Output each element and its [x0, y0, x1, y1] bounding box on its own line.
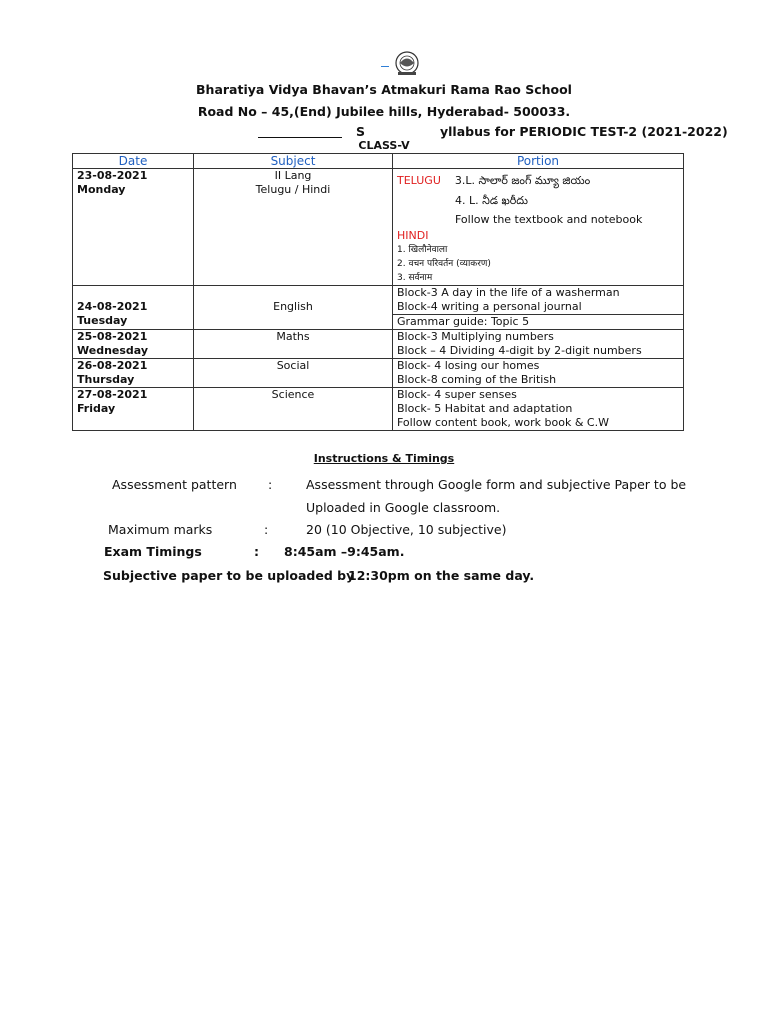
portion-line: Block-3 A day in the life of a washerman [397, 286, 620, 299]
pattern-colon: : [268, 477, 273, 492]
upload-value: 12:30pm on the same day. [348, 568, 535, 583]
row-day: Tuesday [77, 314, 128, 327]
row-date: 26-08-2021 [77, 359, 148, 372]
portion-line: Grammar guide: Topic 5 [393, 314, 683, 329]
row-day: Wednesday [77, 344, 149, 357]
portion-line: 1. खिलौनेवाला [397, 245, 448, 255]
row-day: Monday [77, 183, 126, 196]
portion-line: Block- 4 super senses [397, 388, 517, 401]
row-day: Thursday [77, 373, 135, 386]
row-date: 27-08-2021 [77, 388, 148, 401]
table-row [73, 330, 684, 359]
portion-line: Follow content book, work book & C.W [397, 416, 609, 429]
upload-label: Subjective paper to be uploaded by [103, 568, 355, 583]
header-date: Date [73, 154, 194, 169]
pattern-label: Assessment pattern [112, 477, 237, 492]
row-subject: Social [276, 359, 310, 372]
row-date: 24-08-2021 [77, 300, 148, 313]
row-subject: Science [271, 388, 315, 401]
pattern-value: Assessment through Google form and subjective Paper to be [306, 477, 687, 492]
school-address: Road No – 45,(End) Jubilee hills, Hyderabad- 500033. [197, 104, 571, 119]
portion-line: 3. सर्वनाम [397, 273, 433, 283]
timings-label: Exam Timings [104, 544, 202, 559]
row-subject: English [273, 300, 313, 313]
table-row [73, 286, 684, 330]
portion-line: Block-3 Multiplying numbers [397, 330, 554, 343]
syllabus-title-initial: S [356, 124, 366, 139]
row-subject-detail: Telugu / Hindi [255, 183, 331, 196]
table-row [73, 169, 684, 286]
table-header-row [73, 154, 684, 169]
portion-line: Block – 4 Dividing 4-digit by 2-digit numbers [397, 344, 642, 357]
hindi-label: HINDI [397, 229, 429, 242]
logo-mark-dash [381, 66, 389, 67]
marks-label: Maximum marks [108, 522, 213, 537]
pattern-value-cont: Uploaded in Google classroom. [306, 500, 501, 515]
instructions-title: Instructions & Timings [313, 452, 455, 465]
timings-value: 8:45am –9:45am. [284, 544, 405, 559]
portion-line: Block-4 writing a personal journal [397, 300, 582, 313]
header-portion: Portion [393, 154, 684, 169]
school-emblem-icon [392, 50, 422, 78]
portion-line: Block- 4 losing our homes [397, 359, 540, 372]
row-day: Friday [77, 402, 116, 415]
telugu-label: TELUGU [397, 174, 441, 187]
table-row [73, 359, 684, 388]
blank-underline [258, 137, 342, 138]
row-date: 25-08-2021 [77, 330, 148, 343]
marks-colon: : [264, 522, 269, 537]
portion-line: Block- 5 Habitat and adaptation [397, 402, 573, 415]
syllabus-table [72, 153, 684, 431]
marks-value: 20 (10 Objective, 10 subjective) [306, 522, 507, 537]
syllabus-title: yllabus for PERIODIC TEST-2 (2021-2022) [440, 124, 728, 139]
table-row [73, 388, 684, 431]
class-label: CLASS-V [358, 139, 410, 152]
portion-line: 3.L. సాలార్ జంగ్ మ్యూ జియం [454, 174, 591, 187]
school-name: Bharatiya Vidya Bhavan’s Atmakuri Rama Rao School [196, 82, 572, 97]
row-date: 23-08-2021 [77, 169, 148, 182]
portion-line: 4. L. నీడ ఖరీదు [455, 194, 528, 207]
row-subject: Maths [276, 330, 310, 343]
portion-line: 2. वचन परिवर्तन (व्याकरण) [397, 259, 491, 269]
header-subject: Subject [194, 154, 393, 169]
portion-line: Block-8 coming of the British [397, 373, 557, 386]
portion-line: Follow the textbook and notebook [455, 213, 643, 226]
timings-colon: : [254, 544, 259, 559]
row-subject: II Lang [274, 169, 312, 182]
